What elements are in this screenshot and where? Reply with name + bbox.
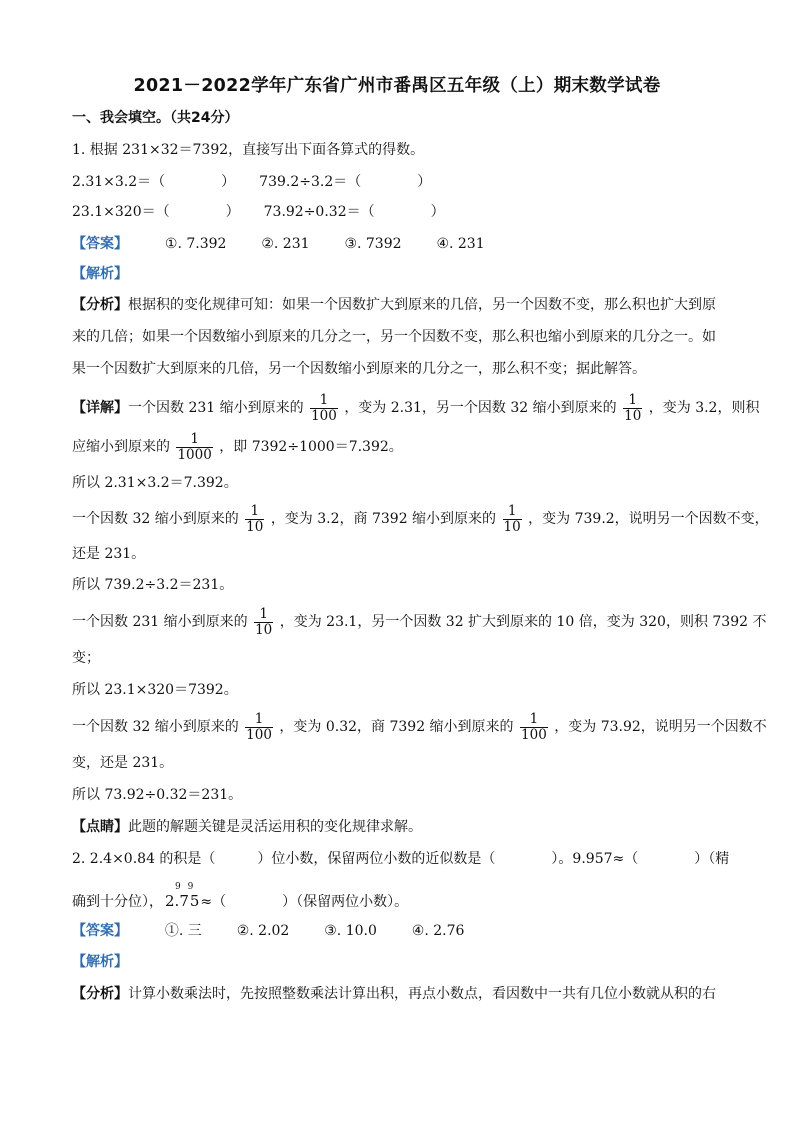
q1-detail-line10: 一个因数 32 缩小到原来的 $\frac{1}{100}$ ，变为 0.32，商 7392 缩小到原来的 $\frac{1}{100}$ ，变为 73.92，说明另一个因数不 [72, 710, 767, 743]
answer-tag: 【答案】 [72, 923, 128, 939]
fraction-1-1000: $\frac{1}{1000}$ [177, 430, 212, 463]
q1-expr-3: 23.1×320＝（ ） [72, 204, 240, 220]
fraction-1-100: $\frac{1}{100}$ [521, 710, 547, 743]
q1-expr-1: 2.31×3.2＝（ ） [72, 174, 236, 190]
analysis-tag: 【解析】 [72, 266, 128, 282]
q1-detail-line12: 所以 73.92÷0.32＝231。 [72, 787, 243, 803]
q1-fenxi-line2: 来的几倍；如果一个因数缩小到原来的几分之一，另一个因数不变，那么积也缩小到原来的几分之一。如 [72, 329, 716, 345]
fraction-1-10: $\frac{1}{10}$ [624, 391, 642, 424]
q2-fenxi-line1: 【分析】计算小数乘法时，先按照整数乘法计算出积，再点小数点，看因数中一共有几位小数就从积的右 [72, 986, 716, 1002]
fraction-1-100: $\frac{1}{100}$ [311, 391, 337, 424]
q2-answer-4: ④. 2.76 [411, 923, 465, 939]
fraction-1-10: $\frac{1}{10}$ [255, 605, 273, 638]
q1-answer-row [72, 234, 485, 254]
q1-expressions-row2 [72, 202, 445, 222]
q1-expr-2: 739.2÷3.2＝（ ） [259, 174, 432, 190]
q1-answer-3: ③. 7392 [344, 236, 402, 252]
repeating-decimal: 2. 9 9 75 [165, 882, 201, 910]
q2-answer-3: ③. 10.0 [324, 923, 377, 939]
q2-answer-1: ①. 三 [164, 923, 202, 939]
q2-answer-2: ②. 2.02 [236, 923, 290, 939]
answer-tag: 【答案】 [72, 236, 128, 252]
q2-stem-line2: 确到十分位）， 2. 9 9 75≈（ ）（保留两位小数）。 [72, 882, 408, 915]
q1-answer-4: ④. 231 [436, 236, 485, 252]
q1-answer-2: ②. 231 [261, 236, 310, 252]
q1-detail-line2: 应缩小到原来的 $\frac{1}{1000}$ ，即 7392÷1000＝7.392。 [72, 430, 403, 463]
q1-expr-4: 73.92÷0.32＝（ ） [263, 204, 445, 220]
fraction-1-10: $\frac{1}{10}$ [246, 502, 264, 535]
q1-dianjing: 【点睛】此题的解题关键是灵活运用积的变化规律求解。 [72, 819, 422, 835]
q1-detail-line6: 所以 739.2÷3.2＝231。 [72, 577, 234, 593]
q2-answer-row [72, 921, 464, 941]
section-heading: 一、我会填空。（共24分） [72, 110, 239, 126]
q1-detail-line4: 一个因数 32 缩小到原来的 $\frac{1}{10}$ ，变为 3.2，商 7392 缩小到原来的 $\frac{1}{10}$ ，变为 739.2，说明另一个因数不变， [72, 502, 769, 535]
q1-expressions-row1 [72, 172, 431, 192]
analysis-tag: 【解析】 [72, 954, 128, 970]
fraction-1-10: $\frac{1}{10}$ [503, 502, 521, 535]
q1-detail-line9: 所以 23.1×320＝7392。 [72, 682, 238, 698]
q1-stem: 1. 根据 231×32＝7392，直接写出下面各算式的得数。 [72, 142, 425, 158]
q1-fenxi-line3: 果一个因数扩大到原来的几倍，另一个因数缩小到原来的几分之一，那么积不变；据此解答。 [72, 361, 646, 377]
q2-stem-line1: 2. 2.4×0.84 的积是（ ）位小数，保留两位小数的近似数是（ ）。9.957≈（ ）（精 [72, 851, 730, 867]
q1-detail-line3: 所以 2.31×3.2＝7.392。 [72, 475, 238, 491]
q1-detail-line5: 还是 231。 [72, 546, 146, 562]
q1-detail-line8: 变； [72, 650, 100, 666]
q1-detail-line11: 变，还是 231。 [72, 755, 174, 771]
fraction-1-100: $\frac{1}{100}$ [246, 710, 272, 743]
page-title: 2021－2022学年广东省广州市番禺区五年级（上）期末数学试卷 [133, 76, 661, 96]
q1-answer-1: ①. 7.392 [164, 236, 227, 252]
q1-fenxi-line1: 【分析】根据积的变化规律可知：如果一个因数扩大到原来的几倍，另一个因数不变，那么积也扩大到原 [72, 297, 716, 313]
q1-detail-line1: 【详解】一个因数 231 缩小到原来的 $\frac{1}{100}$ ，变为 2.31，另一个因数 32 缩小到原来的 $\frac{1}{10}$ ，变为 3.2，则积 [72, 391, 760, 424]
q1-detail-line7: 一个因数 231 缩小到原来的 $\frac{1}{10}$ ，变为 23.1，另一个因数 32 扩大到原来的 10 倍，变为 320，则积 7392 不 [72, 605, 767, 638]
